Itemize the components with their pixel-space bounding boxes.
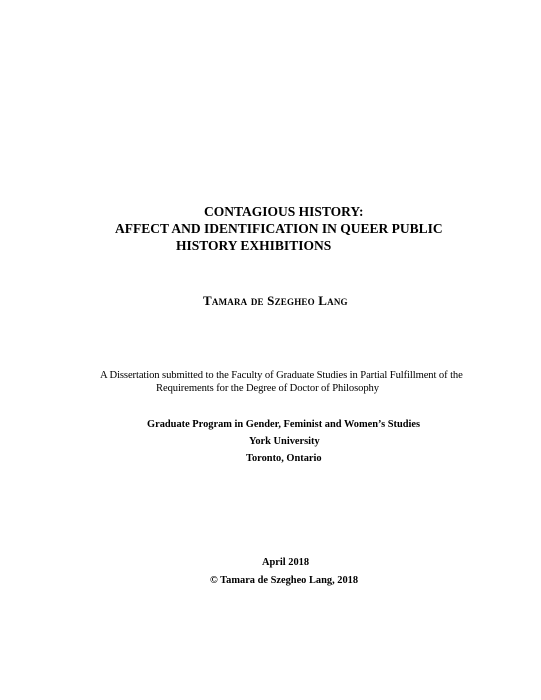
dissertation-title-line-1: CONTAGIOUS HISTORY:: [204, 204, 364, 219]
copyright-notice: © Tamara de Szegheo Lang, 2018: [210, 575, 359, 586]
author-name: Tamara de Szegheo Lang: [203, 293, 348, 308]
submission-date: April 2018: [262, 557, 310, 568]
university-location: Toronto, Ontario: [246, 453, 322, 464]
graduate-program: Graduate Program in Gender, Feminist and Women’s Studies: [147, 419, 421, 430]
university-name: York University: [249, 436, 320, 447]
submission-statement-line-1: A Dissertation submitted to the Faculty of Graduate Studies in Partial Fulfillment of the: [100, 370, 463, 381]
submission-statement-line-2: Requirements for the Degree of Doctor of Philosophy: [156, 383, 379, 394]
dissertation-title-line-3: HISTORY EXHIBITIONS: [176, 238, 332, 253]
dissertation-title-line-2: AFFECT AND IDENTIFICATION IN QUEER PUBLIC: [115, 221, 443, 236]
